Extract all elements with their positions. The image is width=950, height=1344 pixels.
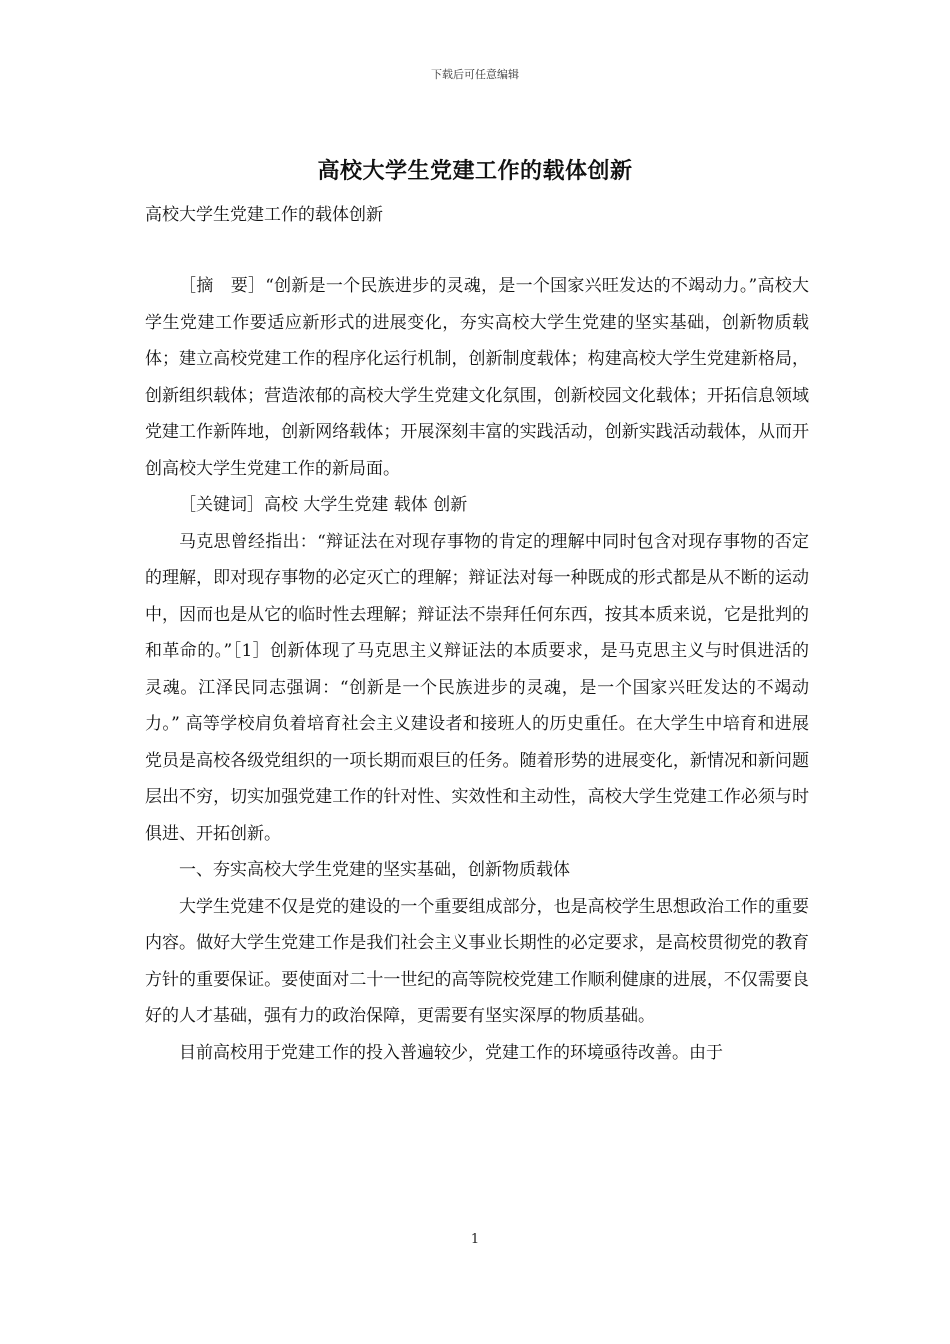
document-title: 高校大学生党建工作的载体创新 <box>317 158 633 184</box>
body-paragraph-1: 马克思曾经指出：“辩证法在对现存事物的肯定的理解中同时包含对现存事物的否定的理解，即对现存事物的必定灭亡的理解；辩证法对每一种既成的形式都是从不断的运动中，因而也是从它的临时性去理解；辩证法不崇拜任何东西，按其本质来说，它是批判的和革命的。”［1］创新体现了马克思主义辩证法的本质要求，是马克思主义与时俱进活的灵魂。江泽民同志强调：“创新是一个民族进步的灵魂，是一个国家兴旺发达的不竭动力。” 高等学校肩负着培育社会主义建设者和接班人的历史重任。在大学生中培育和进展党员是高校各级党组织的一项长期而艰巨的任务。随着形势的进展变化，新情况和新问题层出不穷，切实加强党建工作的针对性、实效性和主动性，高校大学生党建工作必须与时俱进、开拓创新。 <box>145 531 809 844</box>
body-paragraph-2: 大学生党建不仅是党的建设的一个重要组成部分，也是高校学生思想政治工作的重要内容。做好大学生党建工作是我们社会主义事业长期性的必定要求，是高校贯彻党的教育方针的重要保证。要使面对二十一世纪的高等院校党建工作顺利健康的进展，不仅需要良好的人才基础，强有力的政治保障，更需要有坚实深厚的物质基础。 <box>145 896 809 1026</box>
page-number: 1 <box>470 1232 480 1247</box>
body-paragraph-3: 目前高校用于党建工作的投入普遍较少，党建工作的环境亟待改善。由于 <box>179 1042 723 1063</box>
keywords-line: ［关键词］高校 大学生党建 载体 创新 <box>179 495 468 515</box>
abstract-paragraph: ［摘 要］“创新是一个民族进步的灵魂，是一个国家兴旺发达的不竭动力。”高校大学生党建工作要适应新形式的进展变化，夯实高校大学生党建的坚实基础，创新物质载体；建立高校党建工作的程序化运行机制，创新制度载体；构建高校大学生党建新格局，创新组织载体；营造浓郁的高校大学生党建文化氛围，创新校园文化载体；开拓信息领域党建工作新阵地，创新网络载体；开展深刻丰富的实践活动，创新实践活动载体，从而开创高校大学生党建工作的新局面。 <box>145 276 809 479</box>
document-body <box>145 268 809 1071</box>
document-subtitle: 高校大学生党建工作的载体创新 <box>145 205 383 225</box>
section-heading-1: 一、夯实高校大学生党建的坚实基础，创新物质载体 <box>179 860 570 880</box>
header-note: 下载后可任意编辑 <box>431 68 519 81</box>
